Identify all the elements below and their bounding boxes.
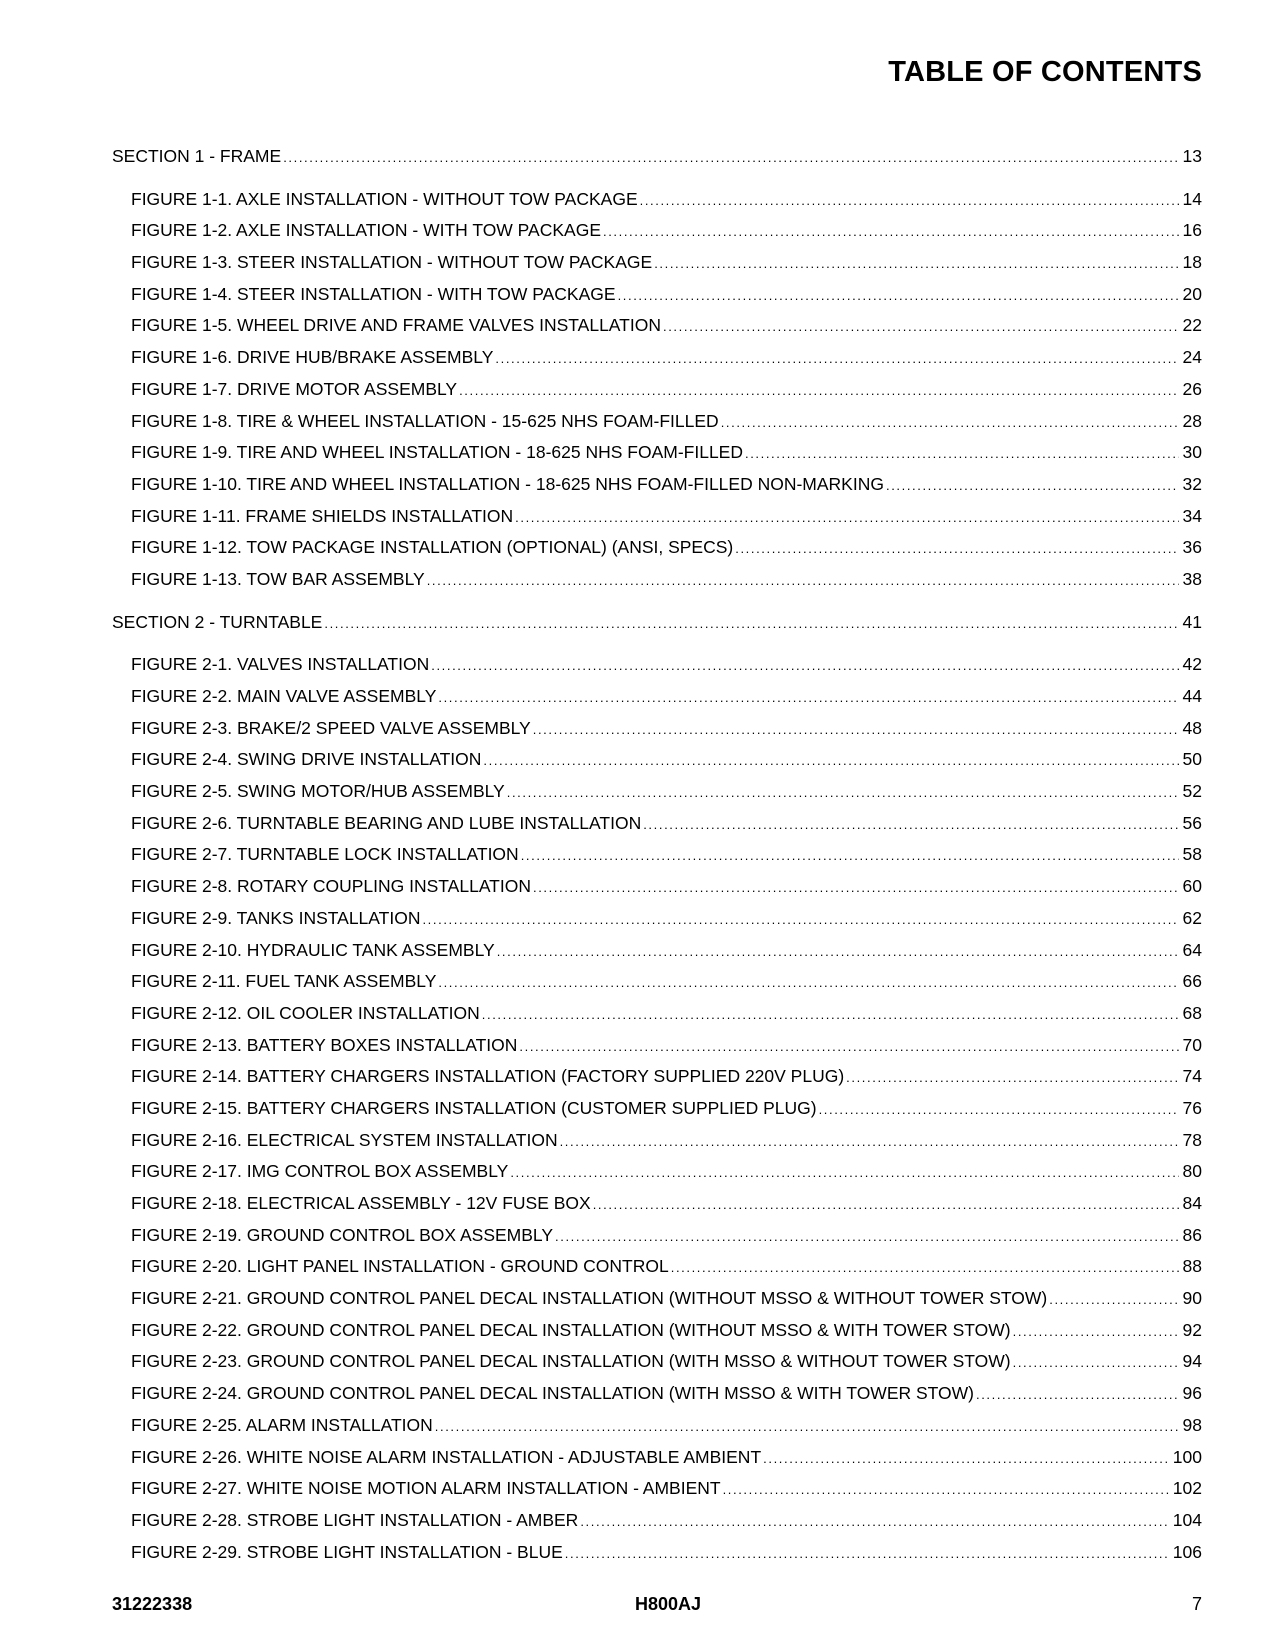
toc-entry-label: FIGURE 2-26. WHITE NOISE ALARM INSTALLATION - ADJUSTABLE AMBIENT <box>131 1446 762 1467</box>
toc-figure-entry[interactable] <box>112 406 1202 438</box>
toc-figure-entry[interactable] <box>112 839 1202 871</box>
toc-entry-page: 20 <box>1182 283 1202 304</box>
toc-entry-label: FIGURE 2-6. TURNTABLE BEARING AND LUBE INSTALLATION <box>131 812 642 833</box>
toc-figure-entry[interactable] <box>112 1505 1202 1537</box>
dot-leader <box>482 998 1179 1031</box>
toc-entry-page: 90 <box>1182 1288 1202 1309</box>
toc-entry-label: FIGURE 1-10. TIRE AND WHEEL INSTALLATION - 18-625 NHS FOAM-FILLED NON-MARKING <box>131 473 884 494</box>
toc-figure-entry[interactable] <box>112 966 1202 998</box>
footer-page-number: 7 <box>1191 1594 1202 1614</box>
toc-figure-entry[interactable] <box>112 1030 1202 1062</box>
toc-entry-page: 28 <box>1182 410 1202 431</box>
toc-figure-entry[interactable] <box>112 1156 1202 1188</box>
toc-figure-entry[interactable] <box>112 1251 1202 1283</box>
page-footer <box>112 1594 1202 1620</box>
toc-entry-page: 22 <box>1182 315 1202 336</box>
toc-entry-label: FIGURE 1-12. TOW PACKAGE INSTALLATION (OPTIONAL) (ANSI, SPECS) <box>131 537 734 558</box>
toc-figure-entry[interactable] <box>112 1378 1202 1410</box>
toc-entry-page: 76 <box>1182 1097 1202 1118</box>
dot-leader <box>846 1061 1179 1094</box>
toc-entry-page: 34 <box>1182 505 1202 526</box>
toc-entry-page: 24 <box>1182 347 1202 368</box>
dot-leader <box>283 141 1179 174</box>
toc-entry-page: 66 <box>1182 971 1202 992</box>
dot-leader <box>435 1410 1179 1443</box>
dot-leader <box>495 342 1179 375</box>
toc-entry-label: FIGURE 1-11. FRAME SHIELDS INSTALLATION <box>131 505 514 526</box>
toc-entry-label: FIGURE 2-19. GROUND CONTROL BOX ASSEMBLY <box>131 1224 554 1245</box>
toc-entry-page: 41 <box>1182 611 1202 632</box>
dot-leader <box>1049 1283 1179 1316</box>
toc-section-entry[interactable] <box>112 607 1202 639</box>
toc-figure-entry[interactable] <box>112 903 1202 935</box>
toc-entry-label: FIGURE 2-22. GROUND CONTROL PANEL DECAL INSTALLATION (WITHOUT MSSO & WITH TOWER STOW) <box>131 1319 1011 1340</box>
page-title: TABLE OF CONTENTS <box>888 56 1202 88</box>
dot-leader <box>976 1378 1179 1411</box>
toc-entry-page: 104 <box>1172 1509 1202 1530</box>
toc-entry-page: 94 <box>1182 1351 1202 1372</box>
toc-entry-label: FIGURE 2-2. MAIN VALVE ASSEMBLY <box>131 686 437 706</box>
toc-entry-label: FIGURE 2-7. TURNTABLE LOCK INSTALLATION <box>131 844 519 865</box>
dot-leader <box>886 469 1179 502</box>
dot-leader <box>618 279 1179 312</box>
toc-entry-label: FIGURE 2-18. ELECTRICAL ASSEMBLY - 12V FUSE BOX <box>131 1193 591 1213</box>
toc-entry-label: FIGURE 1-6. DRIVE HUB/BRAKE ASSEMBLY <box>131 347 494 368</box>
toc-figure-entry[interactable] <box>112 713 1202 745</box>
toc-entry-page: 42 <box>1182 654 1202 675</box>
toc-entry-page: 60 <box>1182 876 1202 897</box>
toc-entry-label: FIGURE 2-28. STROBE LIGHT INSTALLATION - AMBER <box>131 1509 579 1530</box>
toc-entry-label: FIGURE 1-2. AXLE INSTALLATION - WITH TOW PACKAGE <box>131 220 601 241</box>
dot-leader <box>483 744 1179 777</box>
toc-entry-label: FIGURE 2-12. OIL COOLER INSTALLATION <box>131 1002 480 1023</box>
toc-figure-entry[interactable] <box>112 279 1202 311</box>
toc-entry-label: FIGURE 2-27. WHITE NOISE MOTION ALARM INSTALLATION - AMBIENT <box>131 1478 721 1499</box>
dot-leader <box>663 310 1179 343</box>
toc-entry-page: 58 <box>1182 844 1202 865</box>
toc-entry-page: 80 <box>1182 1161 1202 1182</box>
toc-figure-entry[interactable] <box>112 564 1202 596</box>
toc-entry-page: 14 <box>1182 188 1202 209</box>
toc-figure-entry[interactable] <box>112 215 1202 247</box>
toc-figure-entry[interactable] <box>112 1188 1202 1220</box>
toc-entry-page: 26 <box>1182 378 1202 399</box>
toc-entry-page: 16 <box>1182 220 1202 241</box>
toc-figure-entry[interactable] <box>112 1283 1202 1315</box>
toc-entry-label: FIGURE 2-21. GROUND CONTROL PANEL DECAL INSTALLATION (WITHOUT MSSO & WITHOUT TOWER STOW) <box>131 1288 1048 1309</box>
toc-figure-entry[interactable] <box>112 501 1202 533</box>
toc-figure-entry[interactable] <box>112 437 1202 469</box>
toc-figure-entry[interactable] <box>112 998 1202 1030</box>
toc-entry-page: 84 <box>1182 1193 1202 1213</box>
dot-leader <box>819 1093 1179 1126</box>
toc-entry-page: 68 <box>1182 1002 1202 1023</box>
toc-entry-label: FIGURE 2-20. LIGHT PANEL INSTALLATION - GROUND CONTROL <box>131 1256 669 1277</box>
toc-figure-entry[interactable] <box>112 935 1202 967</box>
dot-leader <box>507 776 1179 809</box>
toc-entry-label: FIGURE 2-5. SWING MOTOR/HUB ASSEMBLY <box>131 781 505 802</box>
dot-leader <box>510 1156 1179 1189</box>
toc-entry-label: FIGURE 2-23. GROUND CONTROL PANEL DECAL INSTALLATION (WITH MSSO & WITHOUT TOWER STOW) <box>131 1351 1011 1372</box>
toc-entry-label: FIGURE 2-11. FUEL TANK ASSEMBLY <box>131 971 437 992</box>
dot-leader <box>438 966 1179 999</box>
toc-list <box>112 130 1202 1568</box>
footer-doc-number: 31222338 <box>112 1594 193 1614</box>
toc-entry-page: 74 <box>1182 1066 1202 1087</box>
toc-entry-page: 78 <box>1182 1129 1202 1150</box>
dot-leader <box>723 1473 1170 1506</box>
toc-figure-entry[interactable] <box>112 247 1202 279</box>
footer-model: H800AJ <box>635 1594 702 1614</box>
dot-leader <box>533 871 1179 904</box>
dot-leader <box>521 839 1179 872</box>
toc-figure-entry[interactable] <box>112 342 1202 374</box>
toc-entry-label: FIGURE 2-9. TANKS INSTALLATION <box>131 907 421 928</box>
toc-entry-label: FIGURE 2-29. STROBE LIGHT INSTALLATION - BLUE <box>131 1541 563 1562</box>
dot-leader <box>593 1188 1179 1221</box>
toc-figure-entry[interactable] <box>112 310 1202 342</box>
toc-figure-entry[interactable] <box>112 1442 1202 1474</box>
toc-figure-entry[interactable] <box>112 681 1202 713</box>
dot-leader <box>640 184 1179 217</box>
toc-entry-page: 92 <box>1182 1319 1202 1340</box>
toc-figure-entry[interactable] <box>112 1061 1202 1093</box>
toc-entry-label: FIGURE 1-3. STEER INSTALLATION - WITHOUT TOW PACKAGE <box>131 252 653 273</box>
toc-entry-label: SECTION 2 - TURNTABLE <box>112 611 323 632</box>
toc-entry-label: FIGURE 2-14. BATTERY CHARGERS INSTALLATION (FACTORY SUPPLIED 220V PLUG) <box>131 1066 845 1087</box>
dot-leader <box>324 607 1179 640</box>
toc-entry-page: 100 <box>1172 1446 1202 1467</box>
dot-leader <box>763 1442 1170 1475</box>
dot-leader <box>555 1220 1179 1253</box>
dot-leader <box>497 935 1179 968</box>
dot-leader <box>533 713 1179 746</box>
toc-figure-entry[interactable] <box>112 1473 1202 1505</box>
toc-entry-label: FIGURE 2-16. ELECTRICAL SYSTEM INSTALLATION <box>131 1129 558 1150</box>
toc-figure-entry[interactable] <box>112 776 1202 808</box>
dot-leader <box>515 501 1179 534</box>
toc-entry-page: 98 <box>1182 1414 1202 1435</box>
toc-entry-label: FIGURE 2-3. BRAKE/2 SPEED VALVE ASSEMBLY <box>131 717 531 738</box>
toc-entry-page: 88 <box>1182 1256 1202 1277</box>
toc-entry-page: 50 <box>1182 749 1202 770</box>
toc-entry-page: 32 <box>1182 473 1202 494</box>
toc-entry-label: FIGURE 2-24. GROUND CONTROL PANEL DECAL INSTALLATION (WITH MSSO & WITH TOWER STOW) <box>131 1383 974 1404</box>
toc-entry-page: 44 <box>1182 686 1202 706</box>
toc-entry-label: FIGURE 2-25. ALARM INSTALLATION <box>131 1414 433 1435</box>
toc-entry-page: 48 <box>1182 717 1202 738</box>
toc-entry-page: 62 <box>1182 907 1202 928</box>
dot-leader <box>654 247 1179 280</box>
toc-entry-label: FIGURE 2-15. BATTERY CHARGERS INSTALLATION (CUSTOMER SUPPLIED PLUG) <box>131 1097 817 1118</box>
dot-leader <box>643 808 1179 841</box>
toc-entry-label: FIGURE 2-13. BATTERY BOXES INSTALLATION <box>131 1034 518 1055</box>
toc-figure-entry[interactable] <box>112 1346 1202 1378</box>
toc-figure-entry[interactable] <box>112 532 1202 564</box>
toc-entry-page: 86 <box>1182 1224 1202 1245</box>
toc-entry-label: FIGURE 2-4. SWING DRIVE INSTALLATION <box>131 749 482 770</box>
toc-entry-label: FIGURE 2-17. IMG CONTROL BOX ASSEMBLY <box>131 1161 509 1182</box>
toc-entry-page: 13 <box>1182 146 1202 166</box>
toc-entry-label: FIGURE 2-10. HYDRAULIC TANK ASSEMBLY <box>131 939 495 960</box>
dot-leader <box>671 1251 1179 1284</box>
toc-section-entry[interactable] <box>112 141 1202 173</box>
toc-entry-label: SECTION 1 - FRAME <box>112 146 282 166</box>
toc-entry-page: 70 <box>1182 1034 1202 1055</box>
toc-entry-page: 102 <box>1172 1478 1202 1499</box>
dot-leader <box>745 437 1179 470</box>
toc-figure-entry[interactable] <box>112 649 1202 681</box>
toc-entry-label: FIGURE 2-8. ROTARY COUPLING INSTALLATION <box>131 876 531 897</box>
dot-leader <box>1013 1346 1179 1379</box>
dot-leader <box>721 406 1179 439</box>
dot-leader <box>580 1505 1169 1538</box>
toc-entry-label: FIGURE 1-9. TIRE AND WHEEL INSTALLATION - 18-625 NHS FOAM-FILLED <box>131 442 743 463</box>
dot-leader <box>427 564 1179 597</box>
dot-leader <box>519 1030 1179 1063</box>
dot-leader <box>603 215 1179 248</box>
dot-leader <box>565 1537 1170 1570</box>
dot-leader <box>560 1125 1179 1158</box>
toc-entry-page: 30 <box>1182 442 1202 463</box>
toc-figure-entry[interactable] <box>112 808 1202 840</box>
toc-figure-entry[interactable] <box>112 871 1202 903</box>
toc-entry-page: 18 <box>1182 252 1202 273</box>
toc-entry-label: FIGURE 1-5. WHEEL DRIVE AND FRAME VALVES INSTALLATION <box>131 315 661 336</box>
toc-entry-label: FIGURE 1-4. STEER INSTALLATION - WITH TOW PACKAGE <box>131 283 616 304</box>
toc-entry-label: FIGURE 2-1. VALVES INSTALLATION <box>131 654 430 675</box>
toc-figure-entry[interactable] <box>112 469 1202 501</box>
toc-entry-page: 64 <box>1182 939 1202 960</box>
toc-figure-entry[interactable] <box>112 184 1202 216</box>
toc-figure-entry[interactable] <box>112 1093 1202 1125</box>
toc-entry-label: FIGURE 1-7. DRIVE MOTOR ASSEMBLY <box>131 378 458 399</box>
dot-leader <box>422 903 1179 936</box>
toc-figure-entry[interactable] <box>112 1125 1202 1157</box>
dot-leader <box>459 374 1179 407</box>
dot-leader <box>438 681 1179 714</box>
toc-entry-label: FIGURE 1-1. AXLE INSTALLATION - WITHOUT TOW PACKAGE <box>131 188 638 209</box>
dot-leader <box>1013 1315 1179 1348</box>
dot-leader <box>735 532 1179 565</box>
toc-entry-page: 52 <box>1182 781 1202 802</box>
toc-entry-page: 106 <box>1172 1541 1202 1562</box>
toc-entry-label: FIGURE 1-13. TOW BAR ASSEMBLY <box>131 568 425 589</box>
toc-figure-entry[interactable] <box>112 1537 1202 1569</box>
toc-figure-entry[interactable] <box>112 374 1202 406</box>
toc-entry-label: FIGURE 1-8. TIRE & WHEEL INSTALLATION - 15-625 NHS FOAM-FILLED <box>131 410 719 431</box>
toc-figure-entry[interactable] <box>112 1410 1202 1442</box>
toc-entry-page: 36 <box>1182 537 1202 558</box>
dot-leader <box>431 649 1179 682</box>
toc-figure-entry[interactable] <box>112 744 1202 776</box>
toc-figure-entry[interactable] <box>112 1315 1202 1347</box>
toc-entry-page: 38 <box>1182 568 1202 589</box>
toc-figure-entry[interactable] <box>112 1220 1202 1252</box>
toc-entry-page: 96 <box>1182 1383 1202 1404</box>
toc-entry-page: 56 <box>1182 812 1202 833</box>
